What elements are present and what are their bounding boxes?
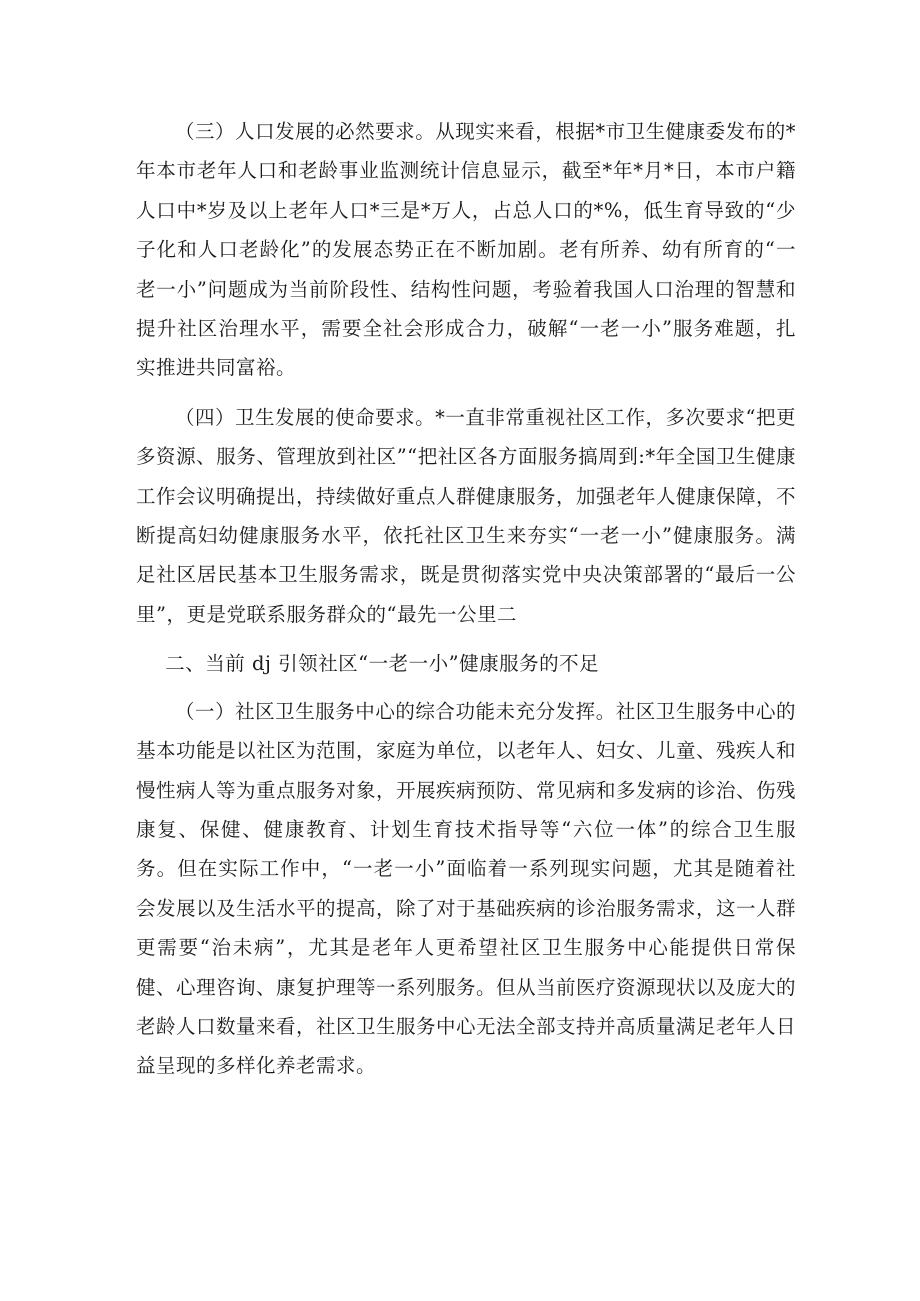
- document-body: [136, 112, 796, 1096]
- paragraph-population: （三）人口发展的必然要求。从现实来看，根据*市卫生健康委发布的*年本市老年人口和老龄事业监测统计信息显示，截至*年*月*日，本市户籍人口中*岁及以上老年人口*三是*万人，占总人口的*%，低生育导致的“少子化和人口老龄化”的发展态势正在不断加剧。老有所养、幼有所育的“一老一小”问题成为当前阶段性、结构性问题，考验着我国人口治理的智慧和提升社区治理水平，需要全社会形成合力，破解“一老一小”服务难题，扎实推进共同富裕。: [136, 120, 796, 380]
- paragraph-community-center: （一）社区卫生服务中心的综合功能未充分发挥。社区卫生服务中心的基本功能是以社区为范围，家庭为单位，以老年人、妇女、儿童、残疾人和慢性病人等为重点服务对象，开展疾病预防、常见病和多发病的诊治、伤残康复、保健、健康教育、计划生育技术指导等“六位一体”的综合卫生服务。但在实际工作中，“一老一小”面临着一系列现实问题，尤其是随着社会发展以及生活水平的提高，除了对于基础疾病的诊治服务需求，这一人群更需要“治未病”，尤其是老年人更希望社区卫生服务中心能提供日常保健、心理咨询、康复护理等一系列服务。但从当前医疗资源现状以及庞大的老龄人口数量来看，社区卫生服务中心无法全部支持并高质量满足老年人日益呈现的多样化养老需求。: [136, 699, 797, 1078]
- paragraph-health-mission: （四）卫生发展的使命要求。*一直非常重视社区工作，多次要求“把更多资源、服务、管理放到社区”“把社区各方面服务搞周到:*年全国卫生健康工作会议明确提出，持续做好重点人群健康服务，加强老年人健康保障，不断提高妇幼健康服务水平，依托社区卫生来夯实“一老一小”健康服务。满足社区居民基本卫生服务需求，既是贯彻落实党中央决策部署的“最后一公里”，更是党联系服务群众的“最先一公里二: [136, 405, 797, 626]
- section-heading: 二、当前 dj 引领社区“一老一小”健康服务的不足: [165, 652, 600, 676]
